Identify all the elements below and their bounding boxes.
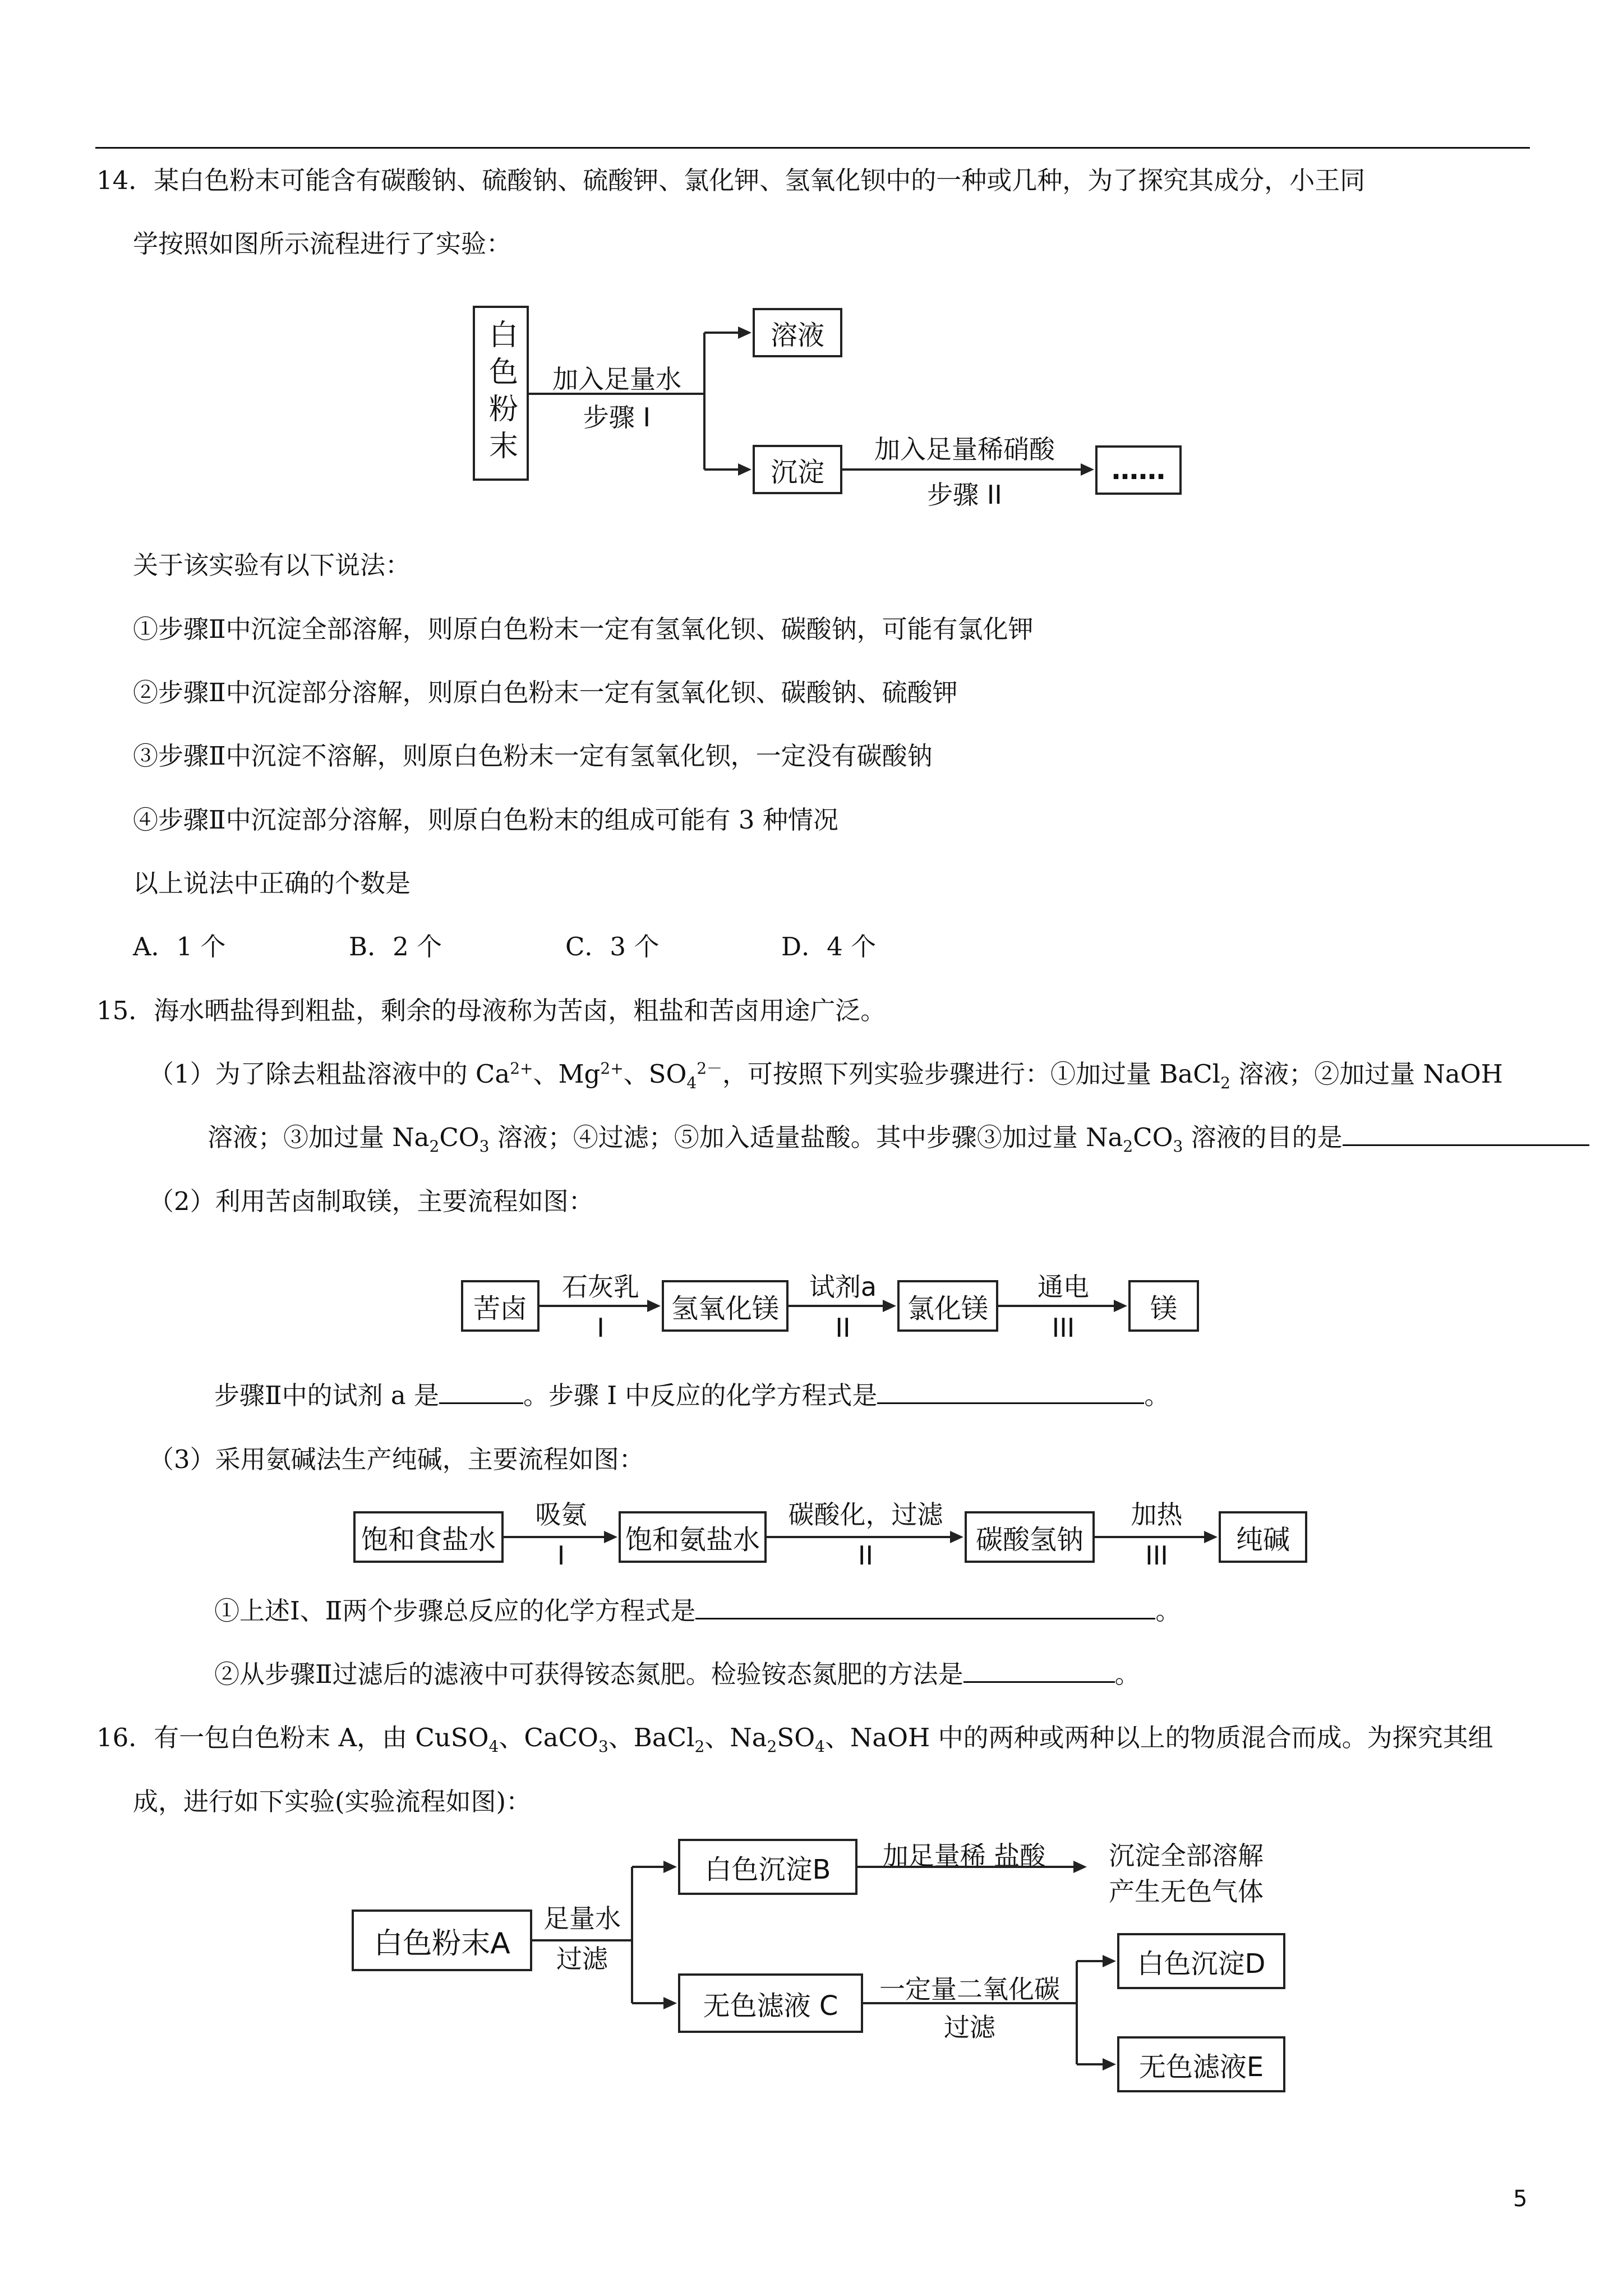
- mg-arrow-1-top: 石灰乳: [562, 1272, 639, 1302]
- q14-result-box: ……: [1095, 445, 1182, 495]
- q14-solution-box: 溶液: [753, 308, 842, 357]
- q14-statement-2: ②步骤Ⅱ中沉淀部分溶解，则原白色粉末一定有氢氧化钡、碳酸钠、硫酸钾: [133, 678, 958, 707]
- q15-part1-line1: （1）为了除去粗盐溶液中的 $Ca^{2+}$、$Mg^{2+}$、$SO_4^{2-}$，可按照下列实验步骤进行：①加过量 BaCl$_2$ 溶液；②加过量 NaOH: [149, 1059, 1503, 1092]
- q14-question: 以上说法中正确的个数是: [133, 868, 411, 898]
- q14-step1-bottom: 步骤 I: [583, 402, 651, 432]
- q15-part2-intro: （2）利用苦卤制取镁，主要流程如图：: [149, 1186, 594, 1216]
- q15-part2-question: 步骤Ⅱ中的试剂 a 是 。步骤 I 中反应的化学方程式是 。: [214, 1381, 1170, 1410]
- q15-part3-intro: （3）采用氨碱法生产纯碱，主要流程如图：: [149, 1444, 644, 1474]
- soda-flow-box-1: 饱和食盐水: [353, 1511, 504, 1563]
- q14-line2: 学按照如图所示流程进行了实验：: [133, 229, 512, 259]
- mg-flow-box-2: 氢氧化镁: [662, 1280, 789, 1332]
- q15-part3-question-2: ②从步骤Ⅱ过滤后的滤液中可获得铵态氮肥。检验铵态氮肥的方法是 。: [214, 1659, 1140, 1689]
- q16-hcl-label: 加足量稀 盐酸: [882, 1841, 1046, 1871]
- q15-part3-question-1: ①上述Ⅰ、Ⅱ两个步骤总反应的化学方程式是 。: [214, 1596, 1181, 1626]
- q16-line2: 成，进行如下实验(实验流程如图)：: [133, 1787, 532, 1816]
- mg-flow-box-1: 苦卤: [461, 1280, 540, 1332]
- mg-arrow-2-top: 试剂a: [809, 1272, 877, 1302]
- q14-statement-1: ①步骤Ⅱ中沉淀全部溶解，则原白色粉末一定有氢氧化钡、碳酸钠，可能有氯化钾: [133, 614, 1034, 644]
- soda-arrow-3-bottom: III: [1145, 1540, 1168, 1571]
- q14-precipitate-box: 沉淀: [753, 445, 842, 494]
- q14-option-c: C．3 个: [565, 932, 660, 961]
- soda-arrow-2-top: 碳酸化，过滤: [788, 1499, 943, 1530]
- mg-flow-box-4: 镁: [1128, 1280, 1199, 1332]
- q16-filtrate-e-box: 无色滤液E: [1117, 2036, 1285, 2092]
- page-number: 5: [1513, 2186, 1528, 2212]
- q14-option-b: B．2 个: [349, 932, 442, 961]
- q16-filtrate-c-box: 无色滤液 C: [678, 1973, 863, 2033]
- q14-statement-4: ④步骤Ⅱ中沉淀部分溶解，则原白色粉末的组成可能有 3 种情况: [133, 805, 838, 835]
- q14-step1-top: 加入足量水: [552, 364, 681, 394]
- q14-line1: 14．某白色粉末可能含有碳酸钠、硫酸钠、硫酸钾、氯化钾、氢氧化钡中的一种或几种，为了探究其成分，小王同: [96, 165, 1366, 195]
- mg-arrow-3-top: 通电: [1038, 1272, 1089, 1302]
- soda-flow-box-3: 碳酸氢钠: [965, 1511, 1095, 1563]
- q14-option-a: A．1 个: [133, 932, 226, 961]
- q16-result-2: 产生无色气体: [1109, 1876, 1264, 1907]
- q14-start-label: 白色粉末: [483, 319, 518, 467]
- q16-co2-bottom: 过滤: [944, 2012, 995, 2042]
- q16-line1: 16．有一包白色粉末 A，由 CuSO$_4$、CaCO$_3$、BaCl$_2$、$Na_2SO_4$、NaOH 中的两种或两种以上的物质混合而成。为探究其组: [96, 1723, 1493, 1756]
- q16-arrow-1-top: 足量水: [543, 1903, 621, 1934]
- q16-precipitate-b-box: 白色沉淀B: [678, 1839, 857, 1895]
- mg-arrow-3-bottom: III: [1052, 1313, 1075, 1343]
- q16-co2-top: 一定量二氧化碳: [879, 1974, 1060, 2004]
- mg-arrow-1-bottom: I: [597, 1313, 605, 1343]
- q16-start-box: 白色粉末A: [352, 1910, 532, 1971]
- soda-arrow-2-bottom: II: [857, 1540, 874, 1571]
- soda-arrow-3-top: 加热: [1131, 1499, 1183, 1530]
- q15-part1-line2: 溶液；③加过量 $Na_2CO_3$ 溶液；④过滤；⑤加入适量盐酸。其中步骤③加过量 $Na_2CO_3$ 溶液的目的是: [208, 1121, 1589, 1154]
- q16-result-1: 沉淀全部溶解: [1109, 1841, 1264, 1871]
- q14-step2-bottom: 步骤 II: [927, 480, 1002, 510]
- q14-option-d: D．4 个: [781, 932, 877, 961]
- q14-step2-top: 加入足量稀硝酸: [874, 434, 1055, 464]
- q14-statement-3: ③步骤Ⅱ中沉淀不溶解，则原白色粉末一定有氢氧化钡，一定没有碳酸钠: [133, 741, 933, 771]
- soda-arrow-1-top: 吸氨: [535, 1499, 587, 1530]
- mg-arrow-2-bottom: II: [835, 1313, 851, 1343]
- soda-flow-box-4: 纯碱: [1219, 1511, 1307, 1563]
- soda-arrow-1-bottom: I: [557, 1540, 565, 1571]
- soda-flow-box-2: 饱和氨盐水: [619, 1511, 767, 1563]
- q16-precipitate-d-box: 白色沉淀D: [1117, 1933, 1285, 1989]
- q14-intro: 关于该实验有以下说法：: [133, 550, 411, 580]
- q16-arrow-1-bottom: 过滤: [556, 1944, 608, 1974]
- mg-flow-box-3: 氯化镁: [897, 1280, 998, 1332]
- q15-line1: 15．海水晒盐得到粗盐，剩余的母液称为苦卤，粗盐和苦卤用途广泛。: [96, 996, 886, 1025]
